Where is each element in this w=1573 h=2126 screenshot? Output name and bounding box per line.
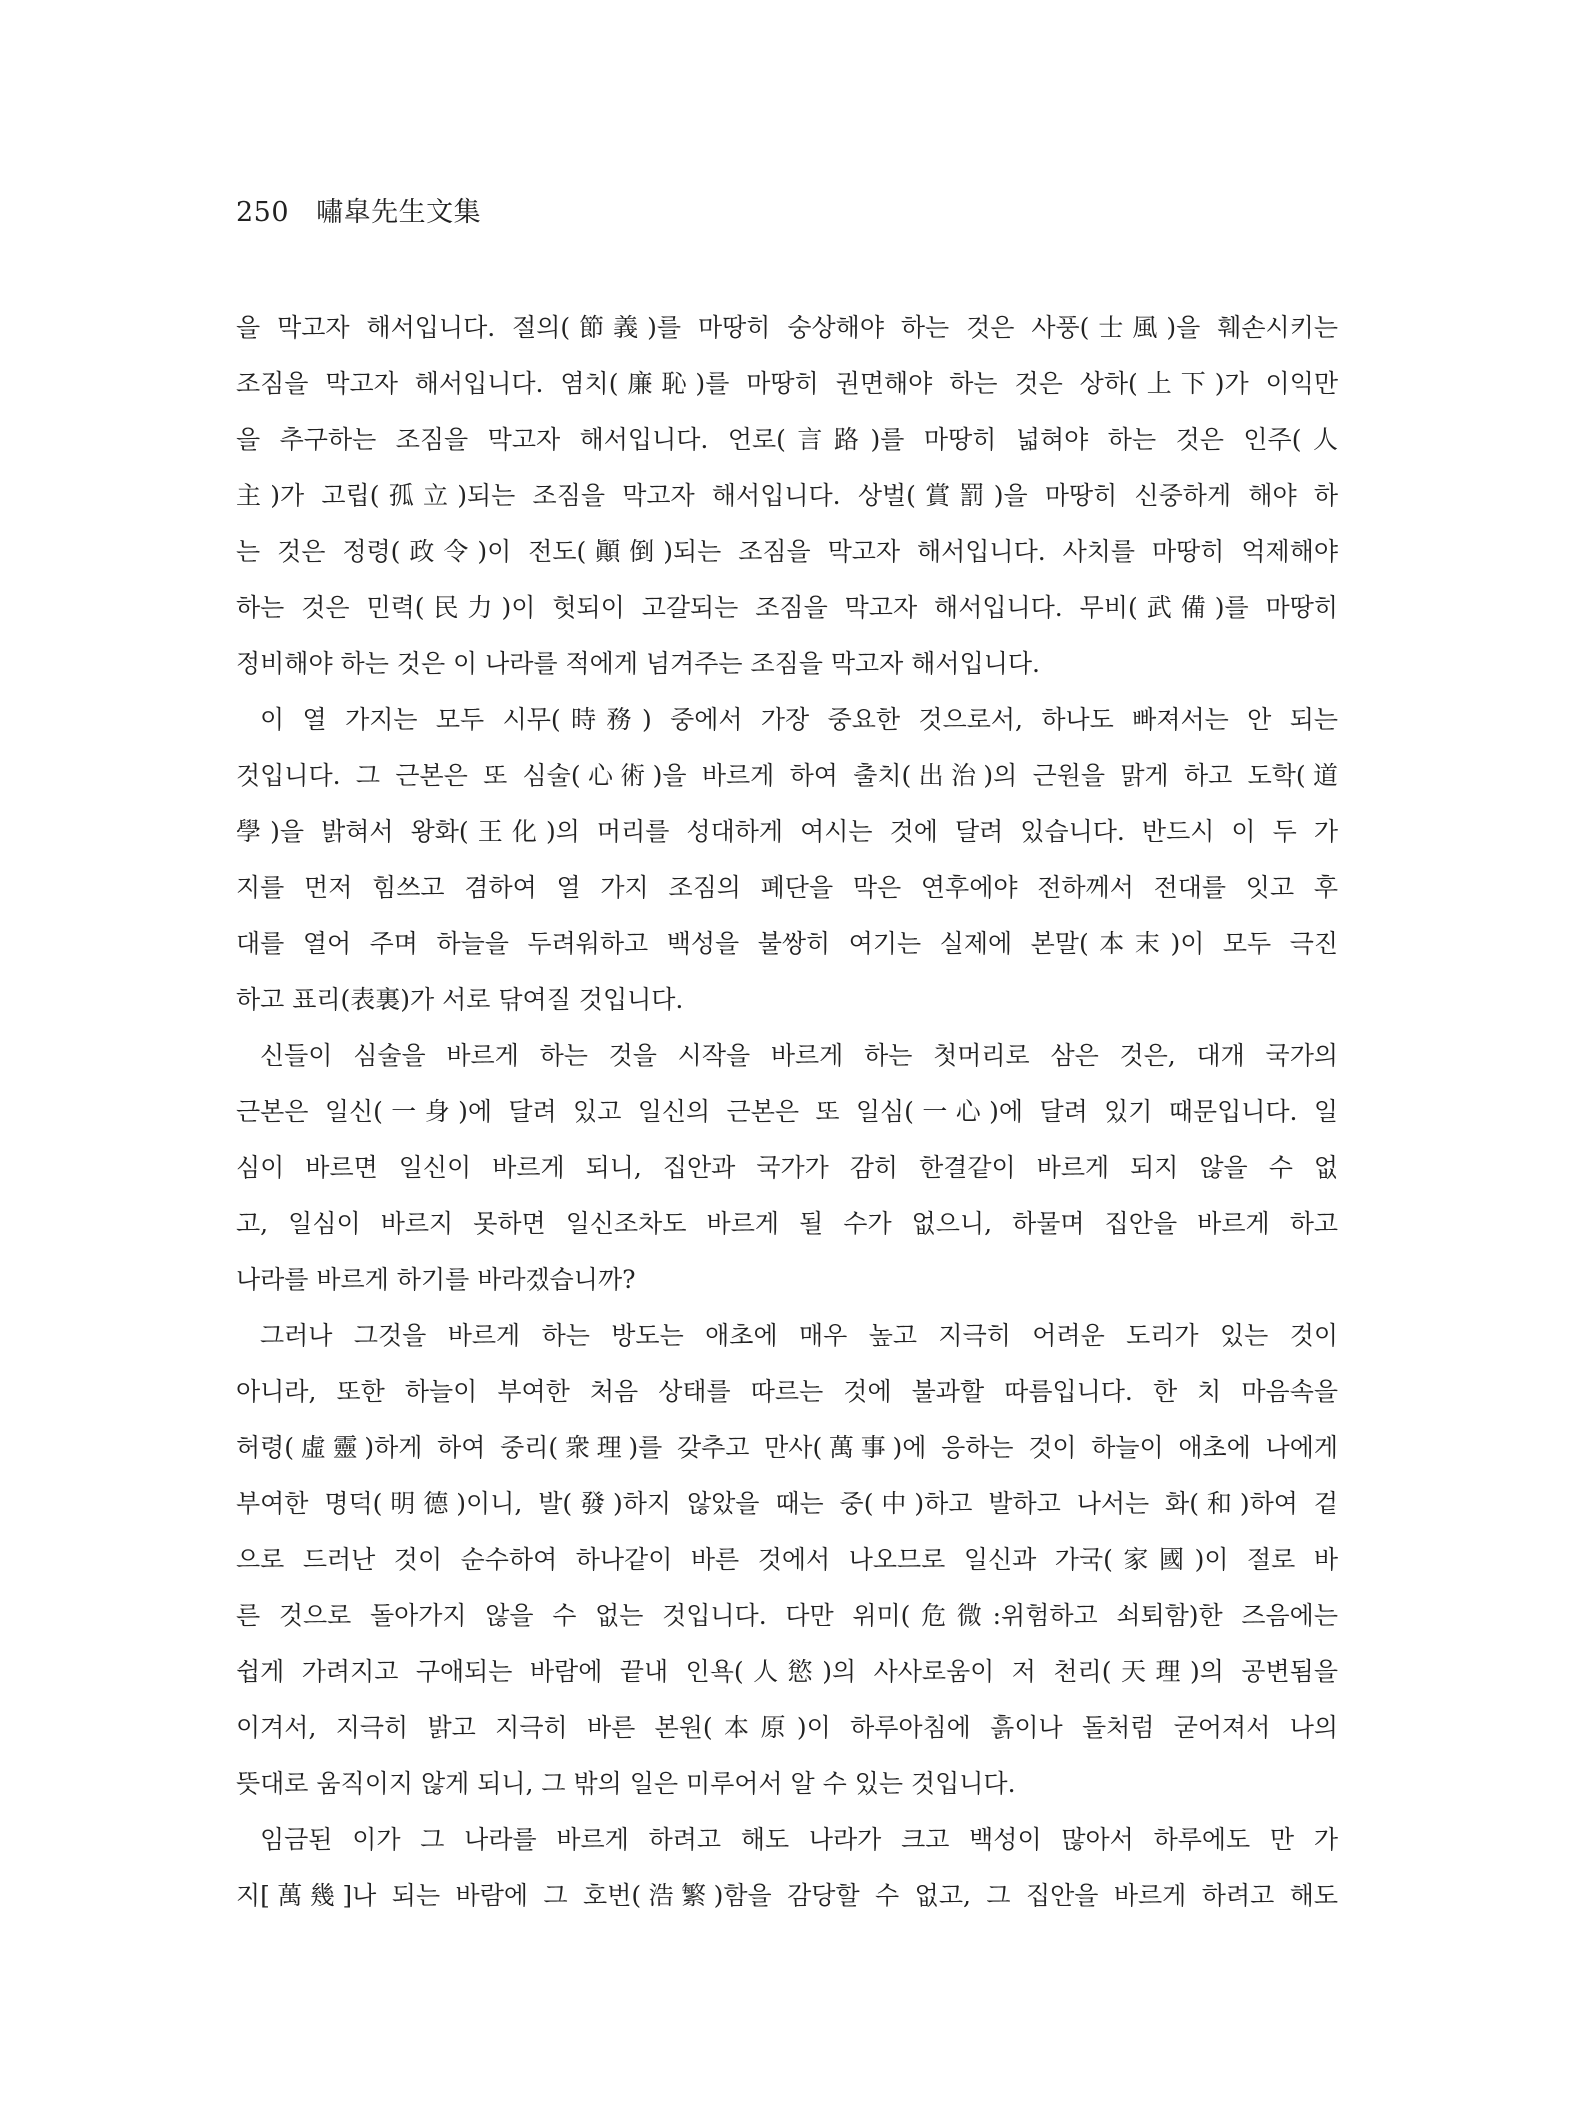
text-line: 고, 일심이 바르지 못하면 일신조차도 바르게 될 수가 없으니, 하물며 집안을 바르게 하고	[236, 1209, 1338, 1238]
text-line: 으로 드러난 것이 순수하여 하나같이 바른 것에서 나오므로 일신과 가국(家國)이 절로 바	[236, 1545, 1338, 1574]
text-line: 쉽게 가려지고 구애되는 바람에 끝내 인욕(人慾)의 사사로움이 저 천리(天理)의 공변됨을	[236, 1657, 1338, 1686]
text-line: 부여한 명덕(明德)이니, 발(發)하지 않았을 때는 중(中)하고 발하고 나서는 화(和)하여 겉	[236, 1489, 1338, 1518]
text-line: 것입니다. 그 근본은 또 심술(心術)을 바르게 하여 출치(出治)의 근원을 맑게 하고 도학(道	[236, 761, 1338, 790]
page-number: 250	[236, 197, 290, 228]
text-line: 하는 것은 민력(民力)이 헛되이 고갈되는 조짐을 막고자 해서입니다. 무비(武備)를 마땅히	[236, 593, 1338, 622]
text-line: 主)가 고립(孤立)되는 조짐을 막고자 해서입니다. 상벌(賞罰)을 마땅히 신중하게 해야 하	[236, 481, 1338, 510]
text-line: 을 추구하는 조짐을 막고자 해서입니다. 언로(言路)를 마땅히 넓혀야 하는 것은 인주(人	[236, 425, 1338, 454]
paragraph-start-line: 이 열 가지는 모두 시무(時務) 중에서 가장 중요한 것으로서, 하나도 빠져서는 안 되는	[260, 705, 1338, 734]
paragraph-start-line: 신들이 심술을 바르게 하는 것을 시작을 바르게 하는 첫머리로 삼은 것은, 대개 국가의	[260, 1041, 1338, 1070]
text-line: 지[萬幾]나 되는 바람에 그 호번(浩繁)함을 감당할 수 없고, 그 집안을 바르게 하려고 해도	[236, 1881, 1338, 1910]
text-line: 學)을 밝혀서 왕화(王化)의 머리를 성대하게 여시는 것에 달려 있습니다. 반드시 이 두 가	[236, 817, 1338, 846]
text-line: 아니라, 또한 하늘이 부여한 처음 상태를 따르는 것에 불과할 따름입니다. 한 치 마음속을	[236, 1377, 1338, 1406]
text-line: 허령(虛靈)하게 하여 중리(衆理)를 갖추고 만사(萬事)에 응하는 것이 하늘이 애초에 나에게	[236, 1433, 1338, 1462]
text-line: 나라를 바르게 하기를 바라겠습니까?	[236, 1265, 636, 1294]
paragraph-start-line: 그러나 그것을 바르게 하는 방도는 애초에 매우 높고 지극히 어려운 도리가 있는 것이	[260, 1321, 1338, 1350]
text-line: 조짐을 막고자 해서입니다. 염치(廉恥)를 마땅히 권면해야 하는 것은 상하(上下)가 이익만	[236, 369, 1338, 398]
text-line: 근본은 일신(一身)에 달려 있고 일신의 근본은 또 일심(一心)에 달려 있기 때문입니다. 일	[236, 1097, 1338, 1126]
text-line: 른 것으로 돌아가지 않을 수 없는 것입니다. 다만 위미(危微:위험하고 쇠퇴함)한 즈음에는	[236, 1601, 1338, 1630]
book-title: 嘯皐先生文集	[316, 197, 482, 228]
text-line: 심이 바르면 일신이 바르게 되니, 집안과 국가가 감히 한결같이 바르게 되지 않을 수 없	[236, 1153, 1338, 1182]
text-line: 는 것은 정령(政令)이 전도(顚倒)되는 조짐을 막고자 해서입니다. 사치를 마땅히 억제해야	[236, 537, 1338, 566]
text-line: 하고 표리(表裏)가 서로 닦여질 것입니다.	[236, 985, 684, 1014]
text-line: 지를 먼저 힘쓰고 겸하여 열 가지 조짐의 폐단을 막은 연후에야 전하께서 전대를 잇고 후	[236, 873, 1338, 902]
text-line: 이겨서, 지극히 밝고 지극히 바른 본원(本原)이 하루아침에 흙이나 돌처럼 굳어져서 나의	[236, 1713, 1338, 1742]
text-line: 정비해야 하는 것은 이 나라를 적에게 넘겨주는 조짐을 막고자 해서입니다.	[236, 649, 1040, 678]
text-line: 대를 열어 주며 하늘을 두려워하고 백성을 불쌍히 여기는 실제에 본말(本末)이 모두 극진	[236, 929, 1338, 958]
text-line: 을 막고자 해서입니다. 절의(節義)를 마땅히 숭상해야 하는 것은 사풍(士風)을 훼손시키는	[236, 313, 1338, 342]
paragraph-start-line: 임금된 이가 그 나라를 바르게 하려고 해도 나라가 크고 백성이 많아서 하루에도 만 가	[260, 1825, 1338, 1854]
body-text	[236, 300, 1338, 1924]
text-line: 뜻대로 움직이지 않게 되니, 그 밖의 일은 미루어서 알 수 있는 것입니다.	[236, 1769, 1016, 1798]
running-header	[236, 193, 481, 233]
